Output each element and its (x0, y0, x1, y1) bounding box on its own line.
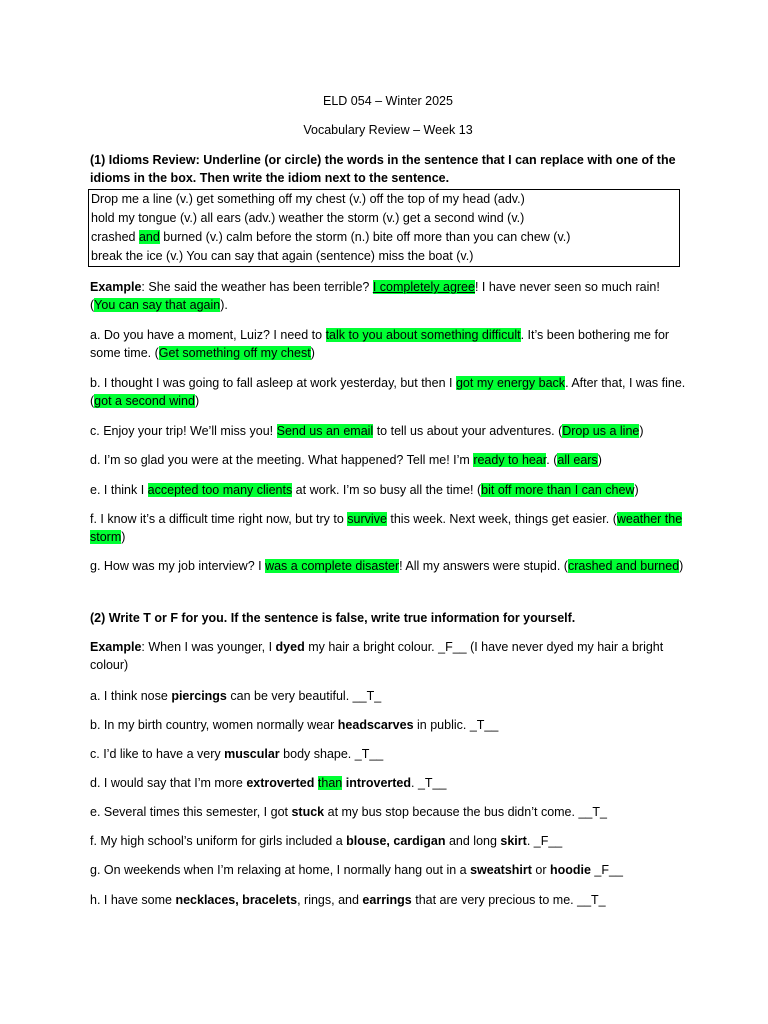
idiom-box-row: break the ice (v.) You can say that again (sentence) miss the boat (v.) (91, 249, 474, 263)
section1-example: Example: She said the weather has been terrible? I completely agree! I have never seen so much rain! (You can say that again). (90, 280, 660, 312)
highlight: talk to you about something difficult (325, 328, 521, 342)
highlight: got a second wind (94, 394, 195, 408)
highlight: all ears (557, 453, 598, 467)
highlight: survive (347, 512, 387, 526)
idiom-sentence: b. I thought I was going to fall asleep at work yesterday, but then I got my energy back. After that, I was fine. (got a second wind) (90, 376, 686, 408)
highlight: and (138, 230, 160, 244)
true-false-sentence: g. On weekends when I’m relaxing at home, I normally hang out in a sweatshirt or hoodie _F__ (90, 863, 623, 877)
section2-example: Example: When I was younger, I dyed my hair a bright colour. _F__ (I have never dyed my hair a bright colour) (90, 640, 664, 672)
idiom-box-row: Drop me a line (v.) get something off my chest (v.) off the top of my head (adv.) (91, 192, 525, 206)
idiom-box (88, 189, 680, 267)
highlight: Get something off my chest (158, 346, 311, 360)
idiom-sentence: a. Do you have a moment, Luiz? I need to talk to you about something difficult. It’s been bothering me for some time. (Get something off my chest) (90, 328, 670, 360)
highlight: got my energy back (455, 376, 566, 390)
true-false-sentence: d. I would say that I’m more extroverted than introverted. _T__ (90, 776, 447, 790)
true-false-sentence: a. I think nose piercings can be very beautiful. __T_ (90, 689, 382, 703)
highlight: bit off more than I can chew (481, 483, 635, 497)
true-false-sentence: e. Several times this semester, I got stuck at my bus stop because the bus didn’t come. __T_ (90, 805, 607, 819)
true-false-sentence: b. In my birth country, women normally wear headscarves in public. _T__ (90, 718, 499, 732)
idiom-box-row: crashed and burned (v.) calm before the storm (n.) bite off more than you can chew (v.) (91, 230, 571, 244)
highlight: Send us an email (276, 424, 374, 438)
page-subtitle: Vocabulary Review – Week 13 (303, 123, 473, 137)
true-false-sentence: c. I’d like to have a very muscular body shape. _T__ (90, 747, 384, 761)
highlight: ready to hear (473, 453, 547, 467)
idiom-sentence: e. I think I accepted too many clients at work. I’m so busy all the time! (bit off more than I can chew) (90, 483, 639, 497)
idiom-sentence: g. How was my job interview? I was a complete disaster! All my answers were stupid. (crashed and burned) (90, 559, 684, 573)
true-false-sentence: f. My high school’s uniform for girls included a blouse, cardigan and long skirt. _F__ (90, 834, 563, 848)
section2-instruction: (2) Write T or F for you. If the sentence is false, write true information for yourself. (90, 611, 576, 625)
highlight: was a complete disaster (265, 559, 400, 573)
highlight: crashed and burned (567, 559, 680, 573)
section1-instruction: (1) Idioms Review: Underline (or circle) the words in the sentence that I can replace with one of the idioms in the box. Then write the idiom next to the sentence. (90, 153, 676, 185)
highlight: weather the storm (90, 512, 683, 544)
highlight: You can say that again (94, 298, 221, 312)
highlight: than (317, 776, 343, 790)
true-false-sentence: h. I have some necklaces, bracelets, rings, and earrings that are very precious to me. __T_ (90, 893, 606, 907)
idiom-sentence: f. I know it’s a difficult time right now, but try to survive this week. Next week, things get easier. (weather the storm) (90, 512, 683, 544)
highlight: I completely agree (372, 280, 475, 294)
highlight: Drop us a line (562, 424, 640, 438)
idiom-box-row: hold my tongue (v.) all ears (adv.) weather the storm (v.) get a second wind (v.) (91, 211, 525, 225)
idiom-sentence: c. Enjoy your trip! We’ll miss you! Send us an email to tell us about your adventures. (Drop us a line) (90, 424, 644, 438)
idiom-sentence: d. I’m so glad you were at the meeting. What happened? Tell me! I’m ready to hear. (all ears) (90, 453, 602, 467)
course-title: ELD 054 – Winter 2025 (323, 94, 453, 108)
highlight: accepted too many clients (147, 483, 293, 497)
